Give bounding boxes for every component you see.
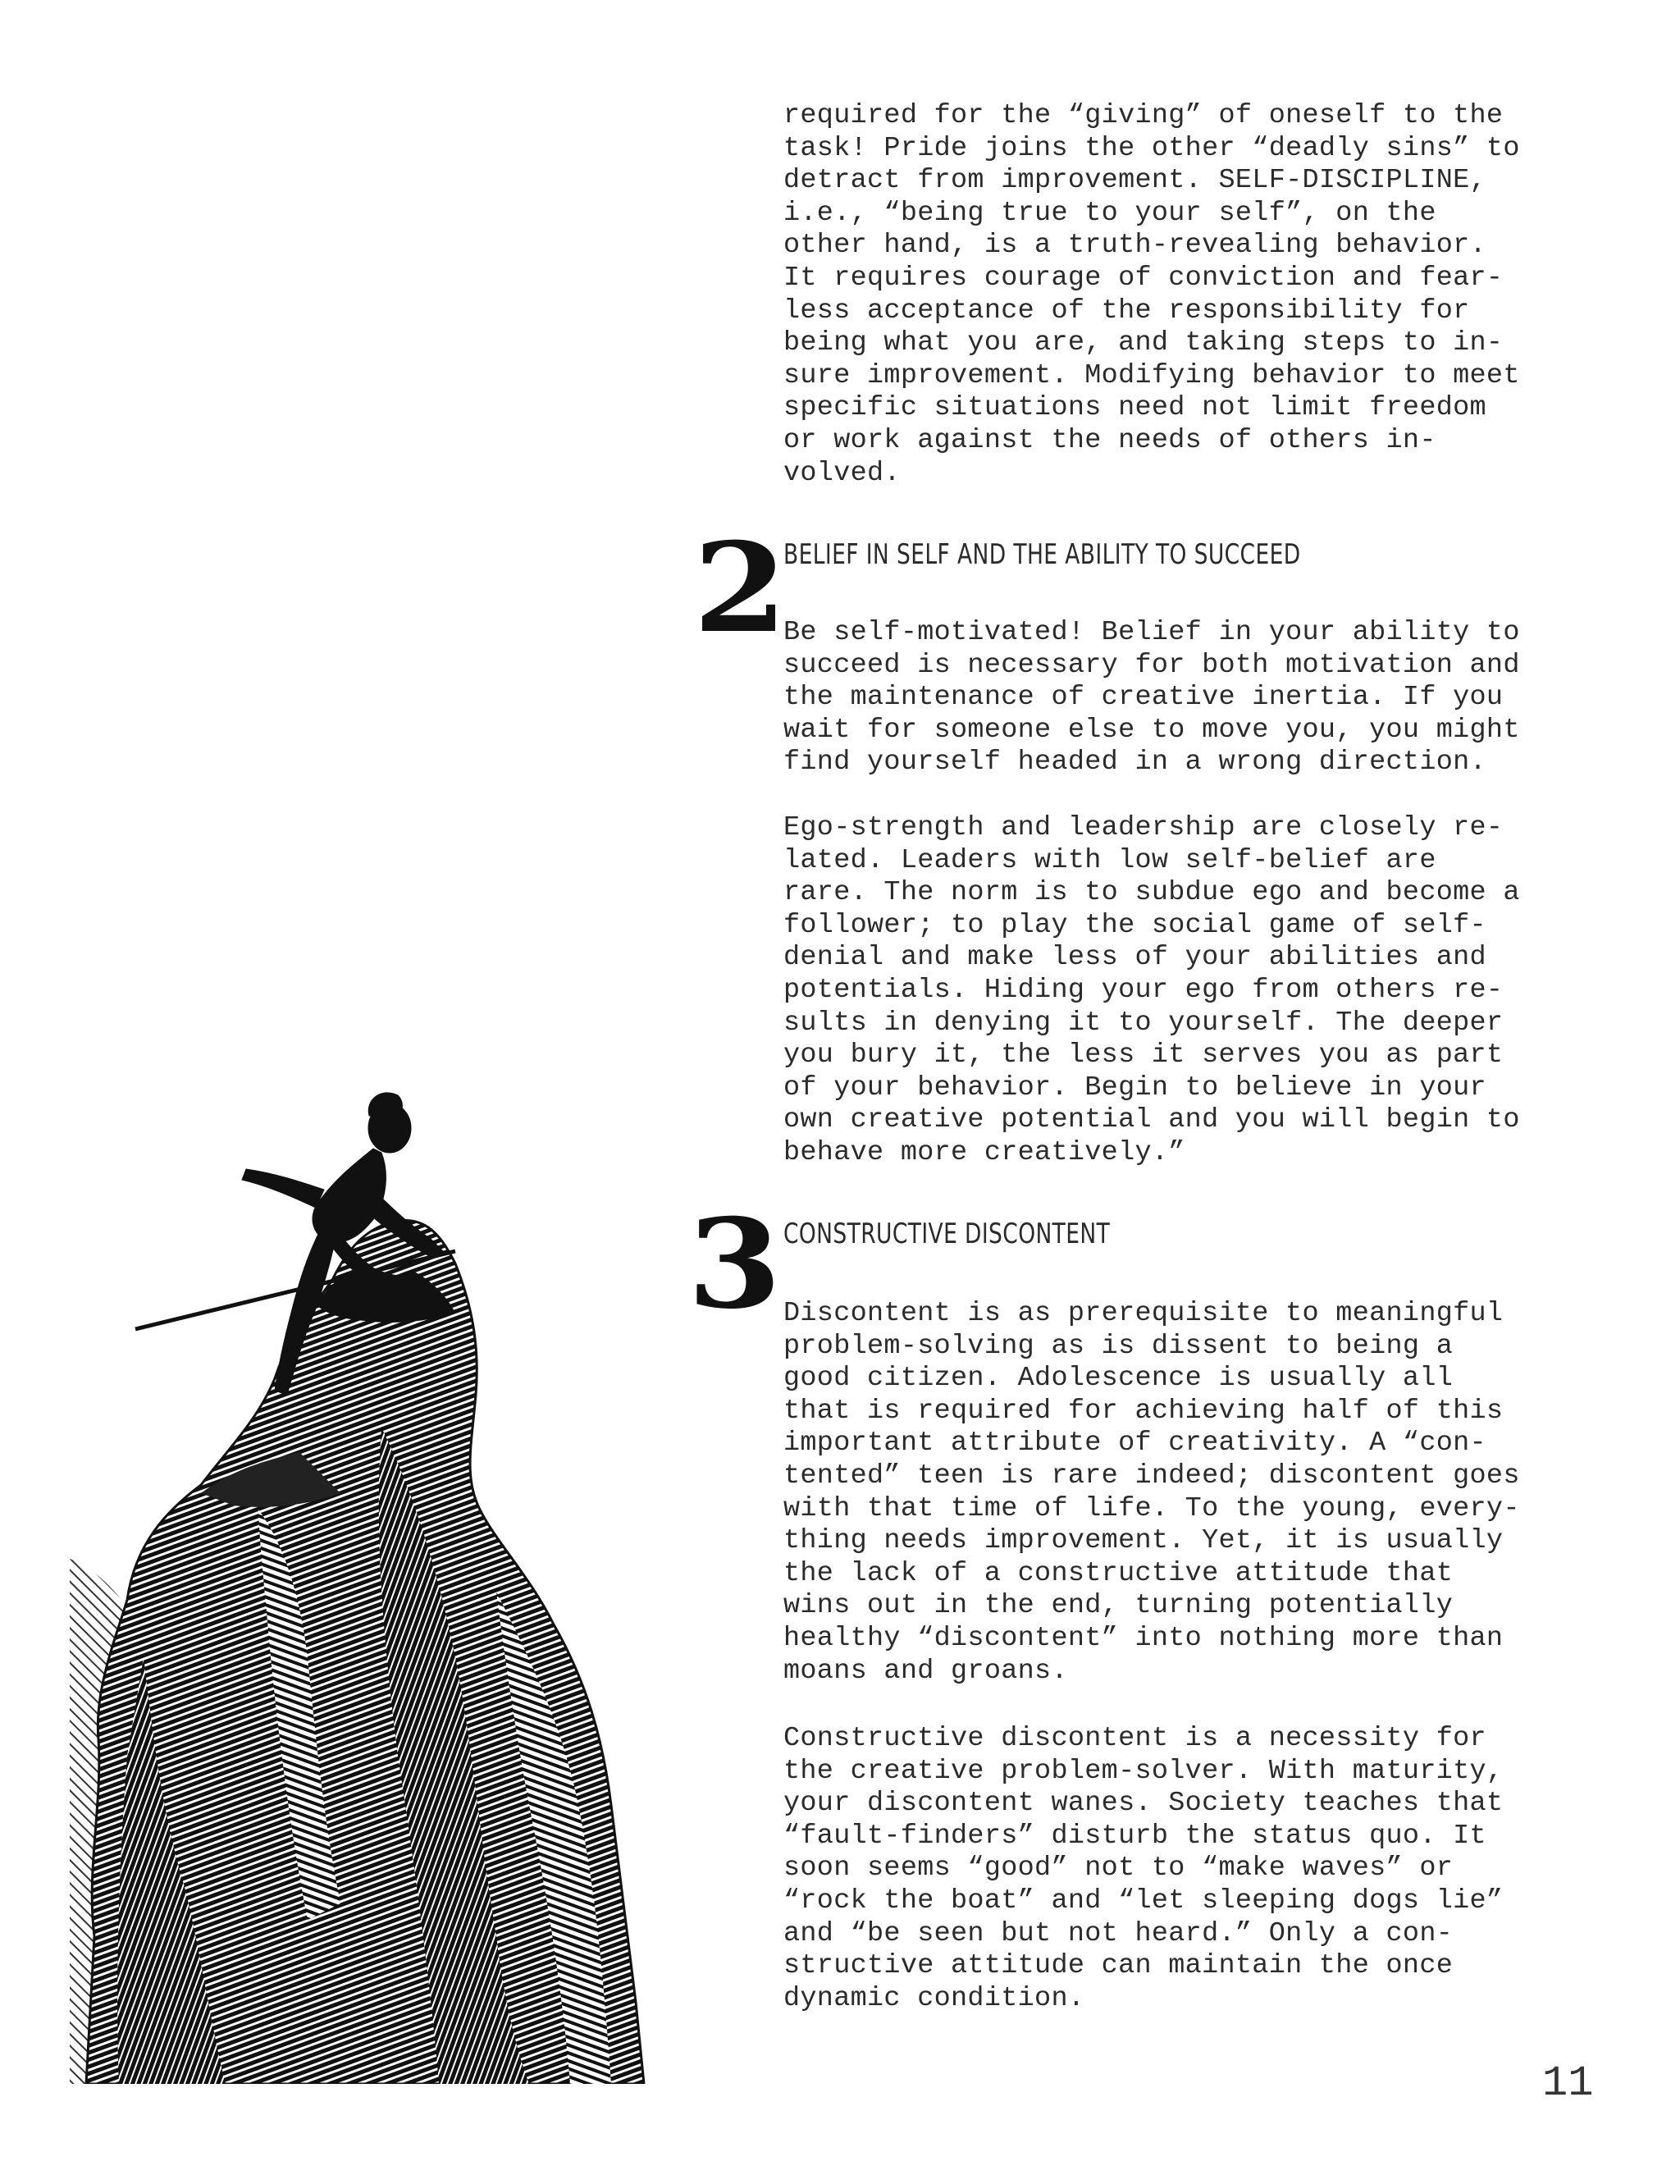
text-line: of your behavior. Begin to believe in your [783, 1071, 1486, 1103]
text-line: own creative potential and you will begin to [783, 1104, 1520, 1136]
text-line: wait for someone else to move you, you might [783, 714, 1520, 746]
section-2-paragraph-1 [783, 617, 1587, 779]
text-line: lated. Leaders with low self-belief are [783, 844, 1436, 876]
text-line: other hand, is a truth-revealing behavior. [783, 230, 1486, 262]
text-line: rare. The norm is to subdue ego and become a [783, 877, 1520, 909]
text-line: volved. [783, 457, 901, 489]
text-line: task! Pride joins the other “deadly sins” to [783, 132, 1520, 164]
intro-text [783, 100, 1587, 490]
section-3-text-1 [783, 1298, 1587, 1688]
text-line: potentials. Hiding your ego from others re- [783, 974, 1504, 1006]
text-line: Be self-motivated! Belief in your ability to [783, 617, 1520, 648]
text-line: wins out in the end, turning potentially [783, 1590, 1454, 1622]
text-line: and “be seen but not heard.” Only a con- [783, 1917, 1454, 1949]
text-line: sults in denying it to yourself. The deeper [783, 1007, 1504, 1039]
text-line: soon seems “good” not to “make waves” or [783, 1853, 1454, 1885]
text-line: “fault-finders” disturb the status quo. It [783, 1820, 1486, 1852]
section-2-text-2 [783, 812, 1587, 1170]
section-2-heading: BELIEF IN SELF AND THE ABILITY TO SUCCEED [783, 538, 1301, 571]
text-line: Ego-strength and leadership are closely re- [783, 812, 1504, 843]
text-line: Constructive discontent is a necessity for [783, 1723, 1486, 1754]
text-line: required for the “giving” of oneself to the [783, 100, 1504, 131]
text-line: detract from improvement. SELF-DISCIPLINE, [783, 165, 1486, 197]
text-line: sure improvement. Modifying behavior to meet [783, 359, 1520, 391]
text-line: thing needs improvement. Yet, it is usually [783, 1525, 1504, 1557]
text-line: good citizen. Adolescence is usually all [783, 1363, 1454, 1395]
section-3-text-2 [783, 1723, 1587, 2015]
text-line: the lack of a constructive attitude that [783, 1557, 1454, 1589]
text-line: moans and groans. [783, 1655, 1068, 1687]
text-line: succeed is necessary for both motivation and [783, 649, 1520, 681]
text-line: with that time of life. To the young, every- [783, 1492, 1520, 1524]
section-2-paragraph-2 [783, 812, 1587, 1170]
text-line: behave more creatively.” [783, 1136, 1185, 1168]
section-3-paragraph-2 [783, 1723, 1587, 2015]
text-line: follower; to play the social game of self- [783, 909, 1486, 941]
text-line: your discontent wanes. Society teaches that [783, 1788, 1504, 1820]
text-line: less acceptance of the responsibility for [783, 295, 1470, 327]
text-line: that is required for achieving half of this [783, 1395, 1504, 1427]
text-line: “rock the boat” and “let sleeping dogs lie” [783, 1885, 1504, 1917]
text-line: you bury it, the less it serves you as part [783, 1039, 1504, 1071]
section-3-paragraph-1 [783, 1298, 1587, 1688]
section-2-numeral: 2 [693, 516, 788, 660]
text-line: find yourself headed in a wrong direction. [783, 747, 1486, 779]
text-line: i.e., “being true to your self”, on the [783, 197, 1436, 229]
text-line: important attribute of creativity. A “con- [783, 1428, 1486, 1460]
text-line: Discontent is as prerequisite to meaningful [783, 1298, 1504, 1329]
intro-paragraph [783, 100, 1587, 490]
text-line: or work against the needs of others in- [783, 424, 1436, 456]
text-line: specific situations need not limit freedom [783, 392, 1486, 424]
text-line: healthy “discontent” into nothing more than [783, 1622, 1504, 1654]
text-line: the creative problem-solver. With maturity, [783, 1755, 1504, 1787]
text-line: It requires courage of conviction and fear- [783, 262, 1504, 294]
text-line: problem-solving as is dissent to being a [783, 1330, 1454, 1362]
text-line: dynamic condition. [783, 1982, 1085, 2014]
text-line: the maintenance of creative inertia. If you [783, 682, 1504, 714]
section-3-heading: CONSTRUCTIVE DISCONTENT [783, 1218, 1111, 1250]
text-line: structive attitude can maintain the once [783, 1950, 1454, 1982]
section-3-numeral: 3 [687, 1192, 782, 1336]
text-line: denial and make less of your abilities and [783, 942, 1486, 974]
section-2-text-1 [783, 617, 1587, 779]
text-line: tented” teen is rare indeed; discontent goes [783, 1460, 1520, 1492]
page-number: 11 [1542, 2059, 1594, 2108]
text-line: being what you are, and taking steps to in- [783, 327, 1504, 359]
engraving-man-on-rock-icon [70, 919, 726, 2084]
